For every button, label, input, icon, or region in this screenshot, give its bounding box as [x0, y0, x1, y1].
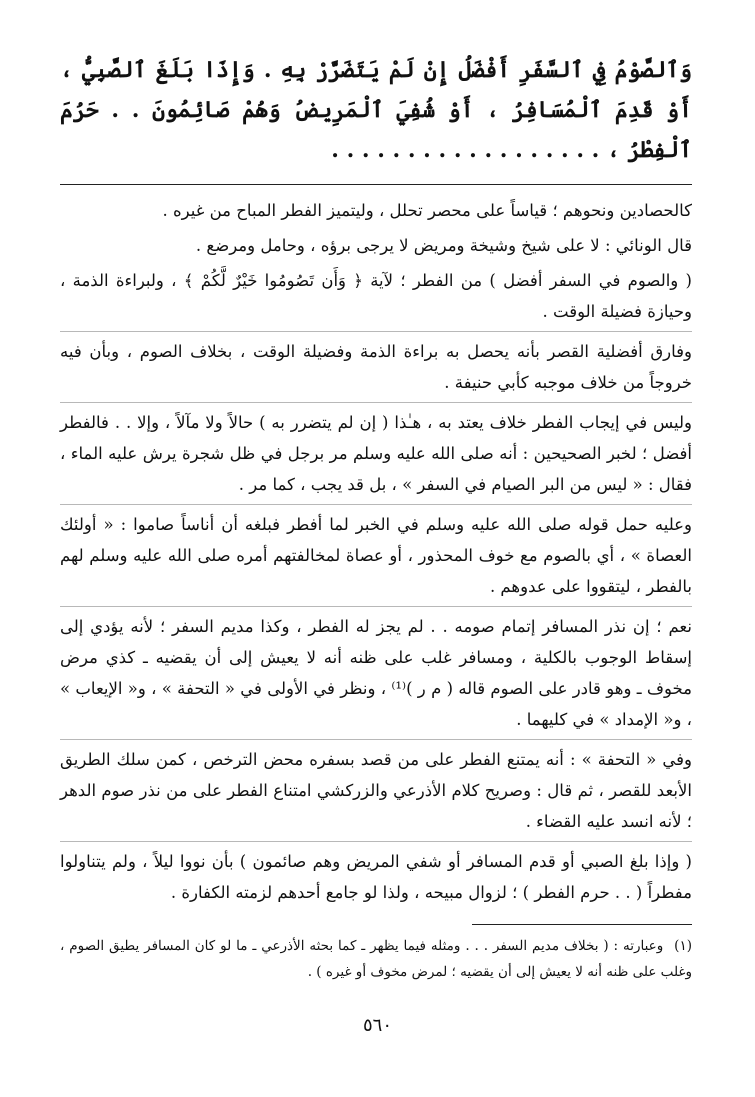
commentary-paragraph: وليس في إيجاب الفطر خلاف يعتد به ، هـٰذا ( إن لم يتضرر به ) حالاً ولا مآلاً ، وإلا . . فالفطر أفضل ؛ لخبر الصحيحين : أنه صلى الله عليه وسلم مر برجل في ظل شجرة يرش عليه الماء ، فقال : « ليس من البر الصيام في السفر » ، بل قد يجب ، كما مر .: [60, 402, 692, 500]
footnote: [60, 933, 692, 985]
footnote-text: وعبارته : ( بخلاف مديم السفر . . . ومثله فيما يظهر ـ كما بحثه الأذرعي ـ ما لو كان المسافر يطيق الصوم ، وغلب على ظنه أنه لا يعيش إلى أن يقضيه ؛ لمرض مخوف أو غيره ) .: [60, 938, 692, 980]
matn-divider: [60, 184, 692, 185]
commentary-paragraph: ( وإذا بلغ الصبي أو قدم المسافر أو شفي المريض وهم صائمون ) بأن نووا ليلاً ، ولم يتناولوا مفطراً ( . . حرم الفطر ) ؛ لزوال مبيحه ، ولذا لو جامع أحدهم لزمته الكفارة .: [60, 841, 692, 908]
commentary-paragraph: وفارق أفضلية القصر بأنه يحصل به براءة الذمة وفضيلة الوقت ، بخلاف الصوم ، وبأن فيه خروجاً من خلاف موجبه كأبي حنيفة .: [60, 331, 692, 398]
footnote-divider: [472, 924, 692, 925]
commentary-paragraph: وعليه حمل قوله صلى الله عليه وسلم في الخبر لما أفطر فبلغه أن أناساً صاموا : « أولئك العصاة » ، أي بالصوم مع خوف المحذور ، أو عصاة لمخالفتهم أمره صلى الله عليه وسلم لهم بالفطر ، ليتقووا على عدوهم .: [60, 504, 692, 602]
commentary-paragraph: نعم ؛ إن نذر المسافر إتمام صومه . . لم يجز له الفطر ، وكذا مديم السفر ؛ لأنه يؤدي إلى إسقاط الوجوب بالكلية ، ومسافر غلب على ظنه أنه لا يعيش إلى أن يقضيه ـ كذي مرض مخوف ـ وهو قادر على الصوم قاله ( م ر )⁽¹⁾ ، ونظر في الأولى في « التحفة » ، و« الإيعاب » ، و« الإمداد » في كليهما .: [60, 606, 692, 735]
commentary: [60, 195, 692, 908]
page-body: [60, 40, 692, 985]
commentary-paragraph: قال الونائي : لا على شيخ وشيخة ومريض لا يرجى برؤه ، وحامل ومرضع .: [195, 236, 692, 255]
matn-text: وَٱلصَّوْمُ فِي ٱلسَّفَرِ أَفْضَلُ إِنْ لَمْ يَتَضَرَّرْ بِهِ . وَإِذَا بَلَغَ ٱلصَّبِيُّ ، أَوْ قَدِمَ ٱلْمُسَافِرُ ، أَوْ شُفِيَ ٱلْمَرِيضُ وَهُمْ صَائِمُونَ . . حَرُمَ ٱلْفِطْرُ ، . . . . . . . . . . . . . . . . . .: [60, 57, 692, 163]
page-number: ٥٦٠: [362, 1015, 392, 1036]
commentary-paragraph: ( والصوم في السفر أفضل ) من الفطر ؛ لآية ﴿ وَأَن تَصُومُوا خَيْرٌ لَّكُمْ ﴾ ، ولبراءة الذمة ، وحيازة فضيلة الوقت .: [60, 271, 692, 321]
commentary-paragraph: كالحصادين ونحوهم ؛ قياساً على محصر تحلل ، وليتميز الفطر المباح من غيره .: [162, 201, 692, 220]
commentary-paragraph: وفي « التحفة » : أنه يمتنع الفطر على من قصد بسفره محض الترخص ، كمن سلك الطريق الأبعد للقصر ، ثم قال : وصريح كلام الأذرعي والزركشي امتناع الفطر على من نذر صوم الدهر ؛ لأنه انسد عليه القضاء .: [60, 739, 692, 837]
footnote-number: (١): [674, 938, 692, 954]
